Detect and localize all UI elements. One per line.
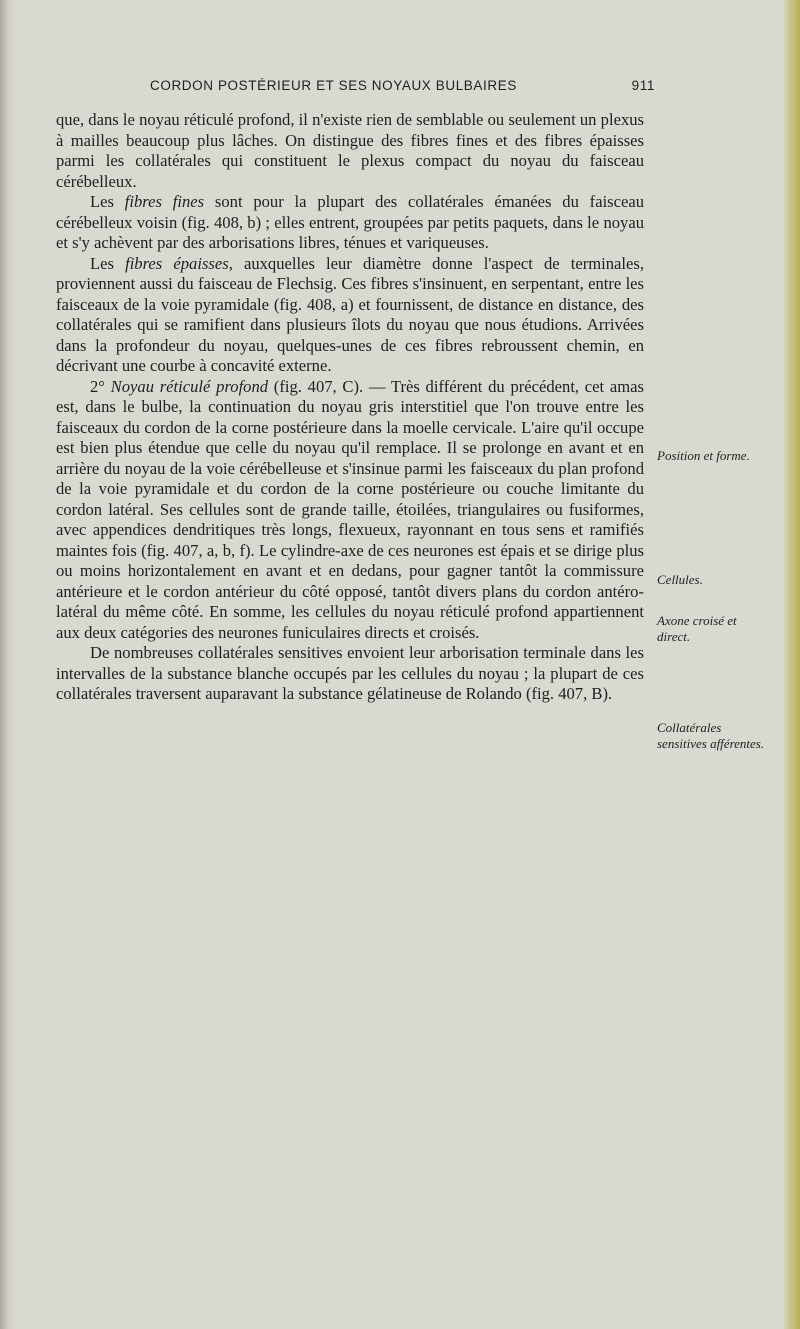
paragraph — [56, 110, 644, 192]
paragraph — [56, 192, 644, 254]
section-title: Noyau réticulé profond — [110, 376, 269, 396]
paragraph-text: que, dans le noyau réticulé profond, il n'existe rien de semblable ou seulement un plexus à mailles beaucoup plus lâches. On distingue des fibres fines et des fibres épaisses parmi les collatérales qui constituent le plexus compact du noyau du faisceau cérébelleux. — [56, 110, 644, 191]
paragraph-text: De nombreuses collatérales sensitives envoient leur arborisation terminale dans les intervalles de la substance blanche occupés par les cellules du noyau ; la plupart de ces collatérales traversent auparavant la substance gélatineuse de Rolando (fig. 407, B). — [56, 643, 644, 703]
running-title: CORDON POSTÉRIEUR ET SES NOYAUX BULBAIRES — [150, 78, 517, 93]
paragraph-text: sont pour la plupart des collatérales émanées du faisceau cérébelleux voisin (fig. 408, b) ; elles entrent, groupées par petits paquets, dans le noyau et s'y achèvent par des arborisations libres, ténues et variqueuses. — [56, 192, 645, 252]
paragraph-text: , auxquelles leur diamètre donne l'aspect de terminales, proviennent aussi du faisceau de Flechsig. Ces fibres s'insinuent, en serpentant, entre les faisceaux de la voie pyramidale (fig. 408, a) et fournissent, de distance en distance, des collatérales qui se ramifient dans plusieurs îlots du noyau que nous étudions. Arrivées dans la profondeur du noyau, quelques-unes de ces fibres rebroussent chemin, en décrivant une courbe à concavité externe. — [56, 253, 644, 375]
paragraph — [56, 254, 644, 377]
body-text — [56, 110, 644, 705]
term-fibres-fines: fibres fines — [124, 192, 205, 211]
margin-note: Axone croisé et direct. — [657, 613, 737, 644]
margin-note: Position et forme. — [657, 448, 750, 463]
paragraph — [56, 643, 644, 705]
paragraph-text: (fig. 407, C). — Très différent du précédent, cet amas est, dans le bulbe, la continuation du noyau gris interstitiel que l'on trouve entre les faisceaux du cordon de la corne postérieure dans la moelle cervicale. L'aire qu'il occupe est bien plus étendue que celle du noyau qu'il remplace. Il se prolonge en avant et en arrière du noyau de la voie cérébelleuse et s'insinue parmi les faisceaux du plan profond de la voie pyramidale et du cordon de la corne postérieure ou couche limitante du cordon latéral. Ses cellules sont de grande taille, étoilées, triangulaires ou fusiformes, avec appendices dendritiques très longs, flexueux, rayonnant en tous sens et ramifiés maintes fois (fig. 407, a, b, f). Le cylindre-axe de ces neurones est épais et se dirige plus ou moins horizontalement en avant et en dedans, pour gagner tantôt la commissure antérieure et le cordon antérieur du côté opposé, tantôt divers plans du cordon antéro-latéral du même côté. En somme, les cellules du noyau réticulé profond appartiennent aux deux catégories des neurones funiculaires directs et croisés. — [56, 376, 644, 642]
term-fibres-epaisses: fibres épaisses — [125, 253, 229, 273]
margin-note: Cellules. — [657, 572, 703, 587]
page-number: 911 — [631, 78, 655, 93]
section-number: 2° — [90, 376, 111, 396]
margin-note: Collatérales sensitives afférentes. — [657, 720, 765, 751]
page-edge-stain — [784, 0, 800, 1329]
paragraph-lead: Les — [90, 253, 126, 273]
paragraph-lead: Les — [90, 192, 125, 211]
paragraph — [56, 377, 644, 644]
page-binding-shadow — [0, 0, 14, 1329]
